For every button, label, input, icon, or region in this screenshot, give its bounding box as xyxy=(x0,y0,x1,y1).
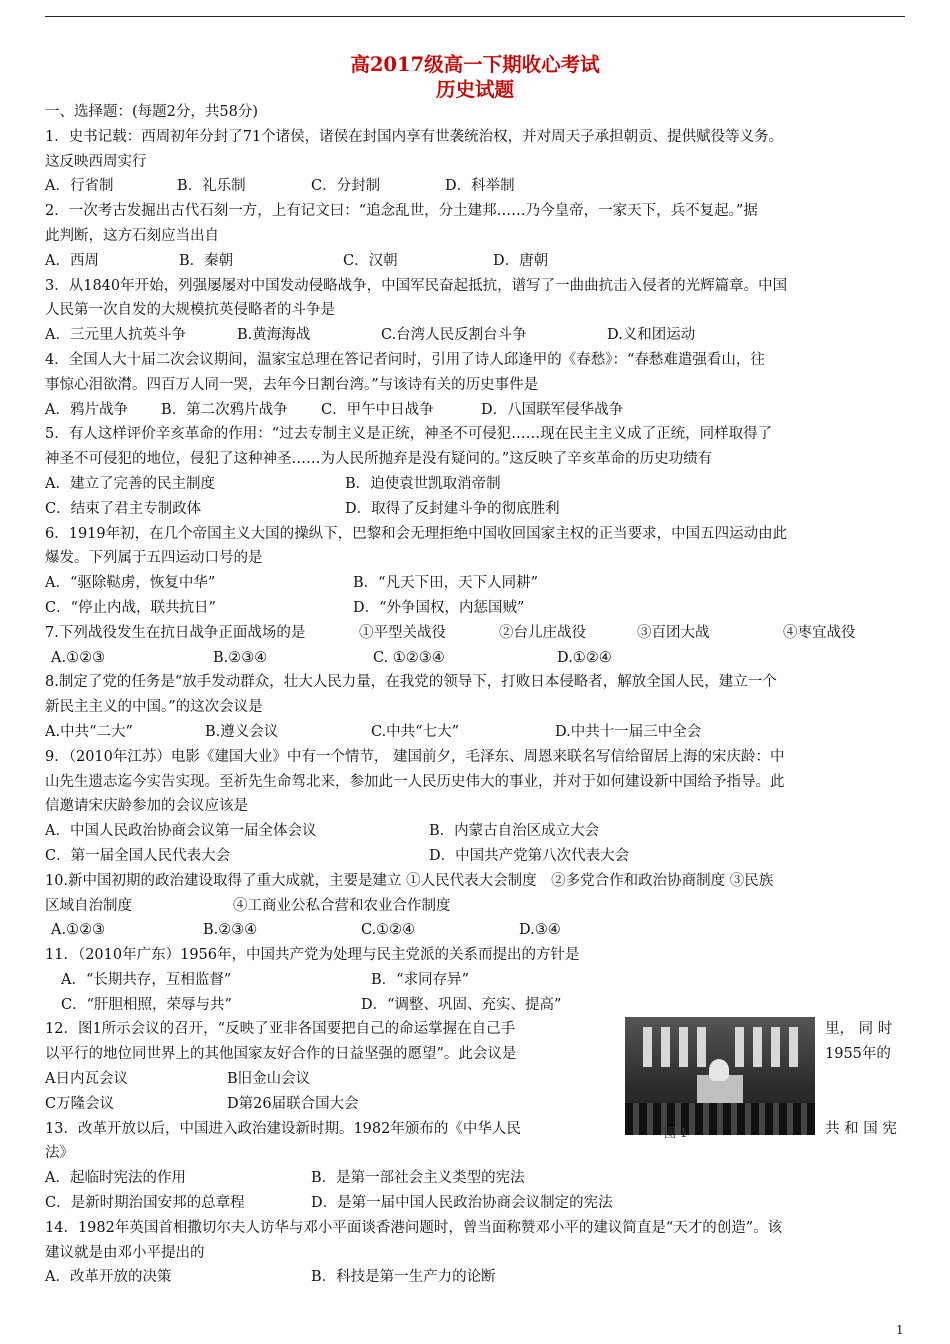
q9-option-b: B．内蒙古自治区成立大会 xyxy=(429,823,600,840)
q5-option-d: D．取得了反封建斗争的彻底胜利 xyxy=(345,500,560,517)
q3-option-a: A．三元里人抗英斗争 xyxy=(45,327,186,344)
q12-stem-line2: 以平行的地位同世界上的其他国家友好合作的日益坚强的愿望”。此会议是 xyxy=(45,1046,517,1063)
q6-options-row2 xyxy=(45,596,907,621)
q4-stem-line1: 4．全国人大十届二次会议期间，温家宝总理在答记者问时，引用了诗人邱逢甲的《春愁》：“春愁难遣强看山，往 xyxy=(45,351,765,368)
q5-stem-line2: 神圣不可侵犯的地位，侵犯了这种神圣……为人民所抛弃是没有疑问的。”这反映了辛亥革命的历史功绩有 xyxy=(45,451,713,468)
exam-subtitle: 历史试题 xyxy=(435,78,514,101)
q7-item-2: ②台儿庄战役 xyxy=(499,624,586,641)
q8-stem-line1: 8.制定了党的任务是“放手发动群众，壮大人民力量，在我党的领导下，打败日本侵略者，解放全国人民，建立一个 xyxy=(45,674,777,691)
q8-stem-line2: 新民主主义的中国。”的这次会议是 xyxy=(45,699,263,716)
exam-title: 高2017级高一下期收心考试 xyxy=(350,53,600,76)
q7-item-4: ④枣宜战役 xyxy=(783,624,856,641)
q6-stem-line2: 爆发。下列属于五四运动口号的是 xyxy=(45,550,263,567)
q7-stem xyxy=(45,621,907,646)
q4-option-c: C．甲午中日战争 xyxy=(321,401,434,418)
q4-option-d: D．八国联军侵华战争 xyxy=(481,401,624,418)
q7-options xyxy=(45,646,907,671)
q9-options-row1 xyxy=(45,819,907,844)
q12-stem-line1-right: 里， 同 时 xyxy=(825,1021,893,1038)
q1-stem-line2: 这反映西周实行 xyxy=(45,153,147,170)
q11-option-c: C．“肝胆相照，荣辱与共” xyxy=(61,996,232,1013)
q4-option-b: B．第二次鸦片战争 xyxy=(161,401,288,418)
q8-option-a: A.中共“二大” xyxy=(45,723,133,740)
q1-option-a: A．行省制 xyxy=(45,178,114,195)
q10-stem-line2 xyxy=(45,894,907,919)
q9-option-a: A．中国人民政治协商会议第一届全体会议 xyxy=(45,823,317,840)
q11-option-b: B．“求同存异” xyxy=(371,971,469,988)
q5-stem-line1: 5．有人这样评价辛亥革命的作用：“过去专制主义是正统，神圣不可侵犯……现在民主主义成了正统，同样取得了 xyxy=(45,426,773,443)
q10-option-c: C.①②④ xyxy=(361,922,416,939)
q13-options-row2 xyxy=(45,1191,907,1216)
q11-option-a: A．“长期共存，互相监督” xyxy=(61,971,232,988)
q12-option-a: A日内瓦会议 xyxy=(45,1071,128,1088)
q9-options-row2 xyxy=(45,844,907,869)
q12-stem-line1: 12．图1所示会议的召开，“反映了亚非各国要把自己的命运掌握在自己手 xyxy=(45,1021,516,1038)
q12-option-d: D第26届联合国大会 xyxy=(227,1095,359,1112)
q10-option-d: D.③④ xyxy=(519,922,561,939)
q7-option-a: A.①②③ xyxy=(51,649,106,666)
q13-option-d: D．是第一届中国人民政治协商会议制定的宪法 xyxy=(311,1195,613,1212)
q4-stem-line2: 事惊心泪欲潸。四百万人同一哭，去年今日割台湾。”与该诗有关的历史事件是 xyxy=(45,376,539,393)
q1-stem-line1: 1．史书记载：西周初年分封了71个诸侯，诸侯在封国内享有世袭统治权，并对周天子承担朝贡、提供赋役等义务。 xyxy=(45,128,784,145)
q13-option-a: A．起临时宪法的作用 xyxy=(45,1170,186,1187)
q4-option-a: A．鸦片战争 xyxy=(45,401,128,418)
figure-caption: 图 1 xyxy=(664,1126,688,1140)
conference-photo xyxy=(625,1017,815,1135)
q9-stem-line1: 9．（2010年江苏）电影《建国大业》中有一个情节， 建国前夕，毛泽东、周恩来联名写信给留居上海的宋庆龄：中 xyxy=(45,748,785,765)
q2-stem-line1: 2．一次考古发掘出古代石刻一方，上有记文曰：“追念乱世，分土建邦……乃今皇帝，一家天下，兵不复起。”据 xyxy=(45,203,758,220)
q5-options-row2 xyxy=(45,497,907,522)
q10-option-a: A.①②③ xyxy=(51,922,106,939)
q2-options xyxy=(45,249,907,274)
q9-option-d: D．中国共产党第八次代表大会 xyxy=(429,847,630,864)
q10-option-b: B.②③④ xyxy=(203,922,258,939)
q7-option-d: D.①②④ xyxy=(557,649,612,666)
q14-stem-line2: 建议就是由邓小平提出的 xyxy=(45,1244,205,1261)
q13-options-row1 xyxy=(45,1166,907,1191)
q2-option-d: D．唐朝 xyxy=(493,252,549,269)
q6-stem-line1: 6．1919年初，在几个帝国主义大国的操纵下，巴黎和会无理拒绝中国收回国家主权的正当要求，中国五四运动由此 xyxy=(45,525,788,542)
header-rule xyxy=(45,16,905,17)
q2-option-b: B．秦朝 xyxy=(179,252,234,269)
q13-stem-line2: 法》 xyxy=(45,1145,74,1162)
q3-option-c: C.台湾人民反割台斗争 xyxy=(381,327,527,344)
q5-options-row1 xyxy=(45,472,907,497)
page-number: 1 xyxy=(896,1323,904,1337)
q8-option-c: C.中共“七大” xyxy=(371,723,460,740)
q9-stem-line2: 山先生遗志迄今实告实现。至祈先生命驾北来，参加此一人民历史伟大的事业，并对于如何建设新中国给予指导。此 xyxy=(45,773,785,790)
q14-stem-line1: 14．1982年英国首相撒切尔夫人访华与邓小平面谈香港问题时，曾当面称赞邓小平的建议简直是“天才的创造”。该 xyxy=(45,1219,783,1236)
q6-options-row1 xyxy=(45,571,907,596)
q5-option-a: A．建立了完善的民主制度 xyxy=(45,475,215,492)
q12-block xyxy=(45,1017,907,1141)
q1-option-b: B．礼乐制 xyxy=(177,178,246,195)
q8-option-d: D.中共十一届三中全会 xyxy=(555,723,702,740)
q8-option-b: B.遵义会议 xyxy=(205,723,279,740)
q3-option-d: D.义和团运动 xyxy=(607,327,696,344)
q14-option-b: B．科技是第一生产力的论断 xyxy=(311,1269,496,1286)
q13-option-c: C．是新时期治国安邦的总章程 xyxy=(45,1195,245,1212)
q10-item-4: ④工商业公私合营和农业合作制度 xyxy=(233,897,451,914)
q12-option-b: B旧金山会议 xyxy=(227,1071,311,1088)
q14-option-a: A．改革开放的决策 xyxy=(45,1269,172,1286)
q11-stem: 11．（2010年广东）1956年，中国共产党为处理与民主党派的关系而提出的方针是 xyxy=(45,947,580,964)
q3-option-b: B.黄海海战 xyxy=(237,327,311,344)
q10-item-3-cont: 区域自治制度 xyxy=(45,897,132,914)
q4-options xyxy=(45,398,907,423)
q3-stem-line1: 3．从1840年开始，列强屡屡对中国发动侵略战争，中国军民奋起抵抗，谱写了一曲曲抗击入侵者的光辉篇章。中国 xyxy=(45,277,788,294)
q9-stem-line3: 信邀请宋庆龄参加的会议应该是 xyxy=(45,798,248,815)
q3-options xyxy=(45,323,907,348)
q1-option-c: C．分封制 xyxy=(311,178,381,195)
q2-option-c: C．汉朝 xyxy=(343,252,398,269)
q6-option-b: B．“凡天下田，天下人同耕” xyxy=(353,575,538,592)
q7-stem-text: 7.下列战役发生在抗日战争正面战场的是 xyxy=(45,624,306,641)
q5-option-b: B．迫使袁世凯取消帝制 xyxy=(345,475,501,492)
q2-option-a: A．西周 xyxy=(45,252,99,269)
q11-options-row1 xyxy=(45,968,907,993)
q13-option-b: B．是第一部社会主义类型的宪法 xyxy=(311,1170,525,1187)
exam-content xyxy=(45,100,907,1290)
q2-stem-line2: 此判断，这方石刻应当出自 xyxy=(45,227,219,244)
q11-options-row2 xyxy=(45,993,907,1018)
q13-stem-line1: 13．改革开放以后，中国进入政治建设新时期。1982年颁布的《中华人民 xyxy=(45,1120,521,1137)
q3-stem-line2: 人民第一次自发的大规模抗英侵略者的斗争是 xyxy=(45,302,335,319)
q7-item-3: ③百团大战 xyxy=(637,624,710,641)
q6-option-c: C．“停止内战，联共抗日” xyxy=(45,599,216,616)
q12-stem-line2-right: 1955年的 xyxy=(825,1046,891,1063)
q8-options xyxy=(45,720,907,745)
q12-option-c: C万隆会议 xyxy=(45,1095,115,1112)
q9-option-c: C．第一届全国人民代表大会 xyxy=(45,847,231,864)
q7-option-b: B.②③④ xyxy=(213,649,268,666)
q7-option-c: C. ①②③④ xyxy=(373,649,445,666)
q7-item-1: ①平型关战役 xyxy=(359,624,446,641)
q6-option-d: D．“外争国权，内惩国贼” xyxy=(353,599,525,616)
q14-options xyxy=(45,1265,907,1290)
q11-option-d: D．“调整、巩固、充实、提高” xyxy=(361,996,562,1013)
q10-options xyxy=(45,918,907,943)
q13-stem-line1-right: 共 和 国 宪 xyxy=(825,1120,897,1137)
q5-option-c: C．结束了君主专制政体 xyxy=(45,500,202,517)
q1-options xyxy=(45,174,907,199)
q10-stem-line1: 10.新中国初期的政治建设取得了重大成就，主要是建立 ①人民代表大会制度 ②多党合作和政治协商制度 ③民族 xyxy=(45,872,774,889)
q1-option-d: D．科举制 xyxy=(445,178,515,195)
section-heading: 一、选择题：(每题2分，共58分) xyxy=(45,104,258,120)
q6-option-a: A．“驱除鞑虏，恢复中华” xyxy=(45,575,216,592)
